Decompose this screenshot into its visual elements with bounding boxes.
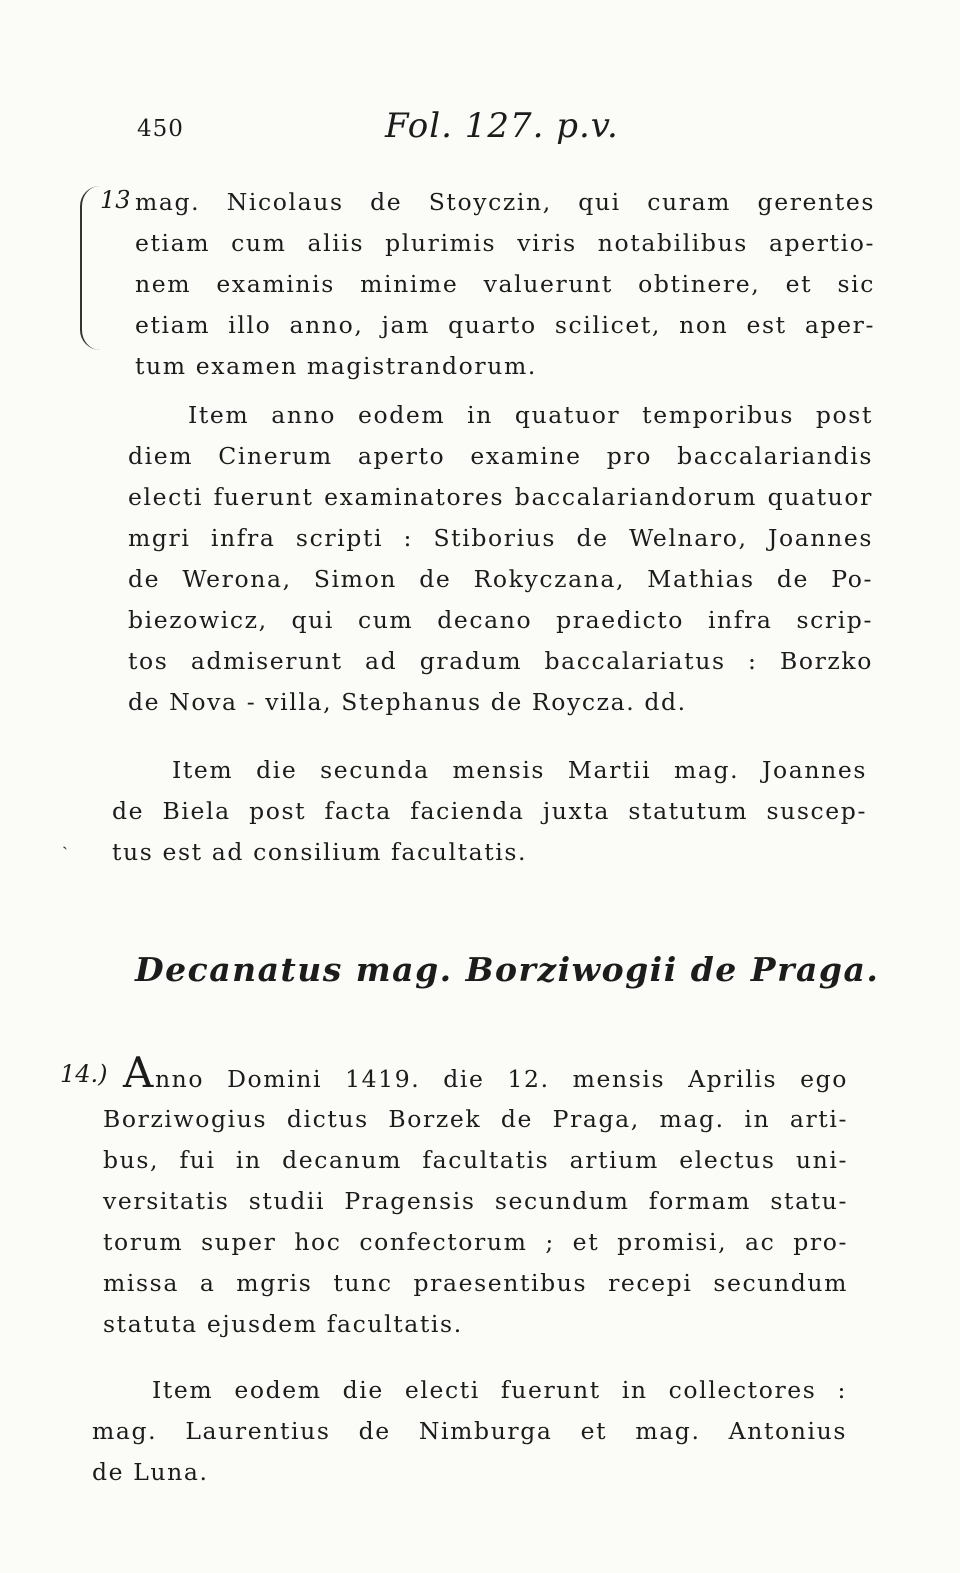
text-line [103,1048,848,1099]
paragraph-2 [128,395,873,723]
text-line: de Nova - villa, Stephanus de Royczа. dd. [128,688,687,716]
initial-letter: A [123,1048,155,1097]
paragraph-5 [92,1370,847,1493]
text-line: diem Cinerum aperto examine pro baccalariandis [128,442,873,470]
text-line: de Luna. [92,1458,209,1486]
text-line: mag. Nicolaus de Stoyczin, qui curam gerentes [135,188,875,216]
text-line: bus, fui in decanum facultatis artium electus uni- [103,1146,848,1174]
margin-tick-mark: ˴ [62,835,68,856]
text-line: Borziwogius dictus Borzek de Praga, mag. in arti- [103,1105,848,1133]
text-line: torum super hoc confectorum ; et promisi, ac pro- [103,1228,848,1256]
text-line: de Biela post facta facienda juxta statutum suscep- [112,797,867,825]
text-line: versitatis studii Pragensis secundum formam statu- [103,1187,848,1215]
text-line: Item eodem die electi fuerunt in collectores : [152,1376,847,1404]
text-line: mag. Laurentius de Nimburga et mag. Antonius [92,1417,847,1445]
text-line: de Werona, Simon de Rokyczana, Mathias de Po- [128,565,873,593]
handwritten-folio-note: Fol. 127. p.v. [385,106,619,146]
paragraph-4 [103,1048,848,1345]
text-line: etiam cum aliis plurimis viris notabilibus apertio- [135,229,875,257]
text-line: nem examinis minime valuerunt obtinere, et sic [135,270,875,298]
text-line: Item anno eodem in quatuor temporibus post [188,401,873,429]
page-number: 450 [137,116,184,142]
text-line: statuta ejusdem facultatis. [103,1310,463,1338]
paragraph-3 [112,750,867,873]
text-line: tos admiserunt ad gradum baccalariatus : Borzko [128,647,873,675]
text-line: mgri infra scripti : Stiborius de Welnaro, Joannes [128,524,873,552]
section-heading: Decanatus mag. Borziwogii de Praga. [135,950,880,989]
text-line: Item die secunda mensis Martii mag. Joannes [172,756,867,784]
margin-note-14: 14.) [60,1060,108,1088]
initial-line-text: nno Domini 1419. die 12. mensis Aprilis ego [154,1065,848,1093]
paragraph-1 [135,182,875,387]
text-line: electi fuerunt examinatores baccalariandorum quatuor [128,483,873,511]
text-line: etiam illo anno, jam quarto scilicet, non est aper- [135,311,875,339]
text-line: biezowicz, qui cum decano praedicto infra scrip- [128,606,873,634]
margin-note-13: 13 [100,186,131,214]
text-line: tum examen magistrandorum. [135,352,537,380]
text-line: missa a mgris tunc praesentibus recepi secundum [103,1269,848,1297]
page-header [137,108,837,156]
text-line: tus est ad consilium facultatis. [112,838,528,866]
